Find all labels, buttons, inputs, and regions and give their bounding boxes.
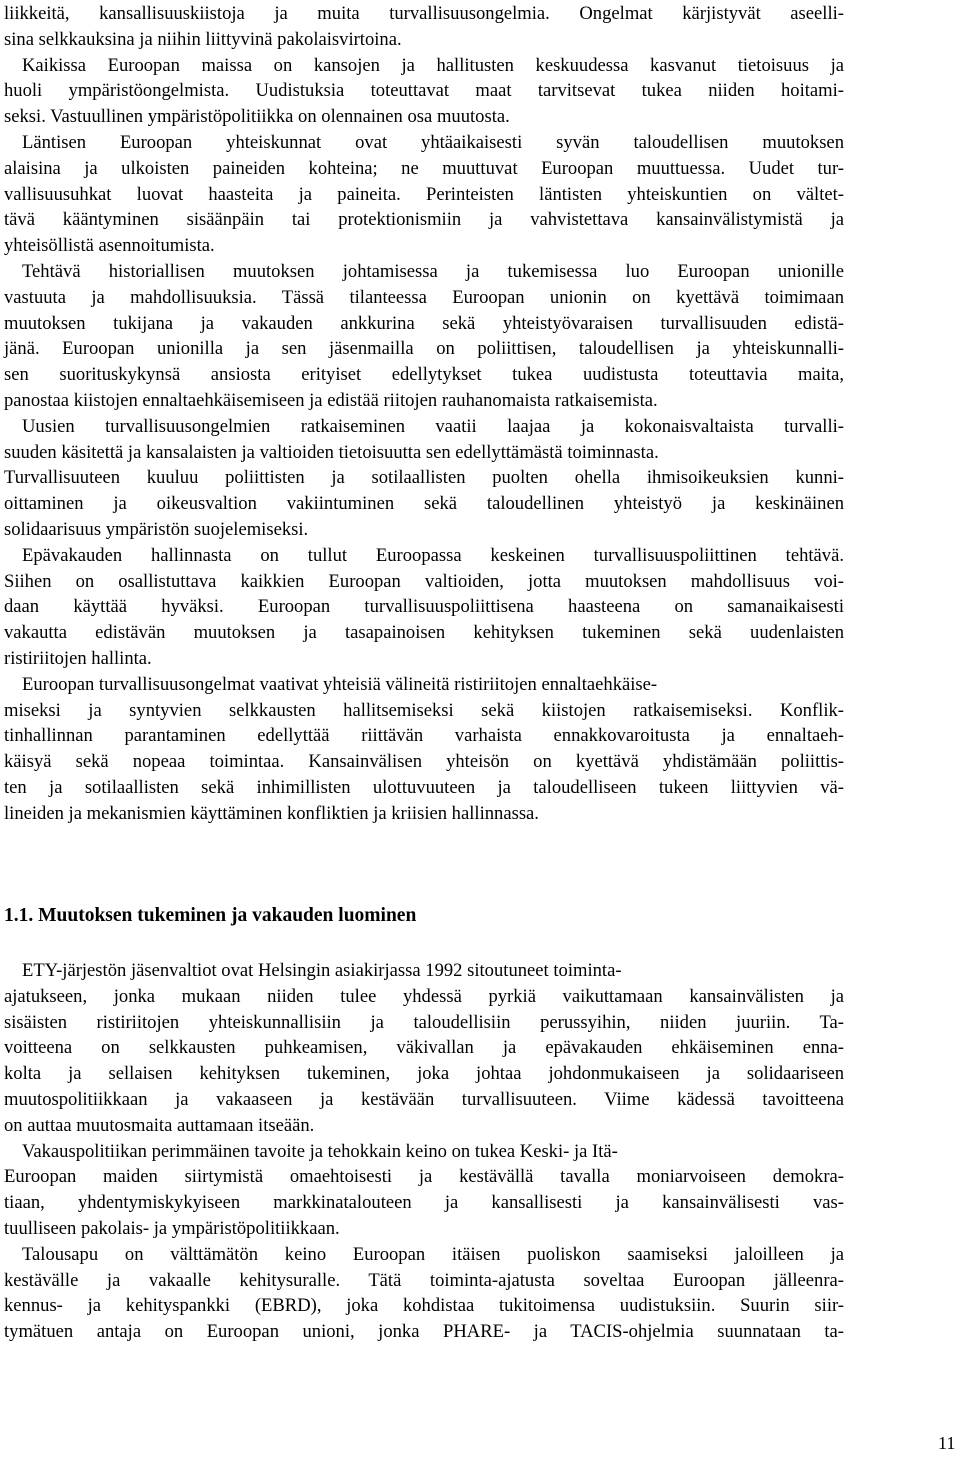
text-line: oittaminen ja oikeusvaltion vakiintuminen sekä taloudellinen yhteistyö ja keskinäinen <box>4 493 844 515</box>
text-line: solidaarisuus ympäristön suojelemiseksi. <box>4 518 309 540</box>
text-line: Epävakauden hallinnasta on tullut Euroopassa keskeinen turvallisuuspoliittinen tehtävä. <box>22 544 844 566</box>
text-line: kestävälle ja vakaalle kehitysuralle. Tätä toiminta-ajatusta soveltaa Euroopan jälleenra- <box>4 1269 844 1291</box>
text-line: lineiden ja mekanismien käyttäminen konfliktien ja kriisien hallinnassa. <box>4 802 539 824</box>
text-line: tiaan, yhdentymiskykyiseen markkinatalouteen ja kansallisesti ja kansainvälisesti vas- <box>4 1192 844 1214</box>
text-line: tävä kääntyminen sisäänpäin tai protektionismiin ja vahvistettava kansainvälistymistä ja <box>4 209 844 231</box>
text-line: vakautta edistävän muutoksen ja tasapainoisen kehityksen tukeminen sekä uudenlaisten <box>4 622 844 644</box>
text-line: sina selkkauksina ja niihin liittyvinä pakolaisvirtoina. <box>4 28 402 50</box>
text-line: kennus- ja kehityspankki (EBRD), joka kohdistaa tukitoimensa uudistuksiin. Suurin siir- <box>4 1295 844 1317</box>
text-line: vastuuta ja mahdollisuuksia. Tässä tilanteessa Euroopan unionin on kyettävä toimimaan <box>4 286 844 308</box>
text-line: voitteena on selkkausten puhkeamisen, väkivallan ja epävakauden ehkäiseminen enna- <box>4 1037 844 1059</box>
text-line: huoli ympäristöongelmista. Uudistuksia toteuttavat maat tarvitsevat tukea niiden hoitami- <box>4 80 844 102</box>
text-line: ristiriitojen hallinta. <box>4 647 152 669</box>
text-line: Vakauspolitiikan perimmäinen tavoite ja tehokkain keino on tukea Keski- ja Itä- <box>22 1140 618 1162</box>
text-line: muutoksen tukijana ja vakauden ankkurina sekä yhteistyövaraisen turvallisuuden edistä- <box>4 312 844 334</box>
text-line: kolta ja sellaisen kehityksen tukeminen, joka johtaa johdonmukaiseen ja solidaariseen <box>4 1063 844 1085</box>
text-line: ajatukseen, jonka mukaan niiden tulee yhdessä pyrkiä vaikuttamaan kansainvälisten ja <box>4 985 844 1007</box>
text-line: Talousapu on välttämätön keino Euroopan itäisen puoliskon saamiseksi jaloilleen ja <box>22 1243 844 1265</box>
text-line: tinhallinnan parantaminen edellyttää riittävän varhaista ennakkovaroitusta ja ennaltaeh- <box>4 725 844 747</box>
text-line: vallisuusuhkat luovat haasteita ja paineita. Perinteisten läntisten yhteiskuntien on vältet- <box>4 183 844 205</box>
text-line: Läntisen Euroopan yhteiskunnat ovat yhtäaikaisesti syvän taloudellisen muutoksen <box>22 131 844 153</box>
text-line: sen suorituskykynsä ansiosta erityiset edellytykset tukea uudistusta toteuttavia maita, <box>4 364 844 386</box>
page-number: 11 <box>938 1433 956 1453</box>
text-line: alaisina ja ulkoisten paineiden kohteina; ne muuttuvat Euroopan muuttuessa. Uudet tur- <box>4 157 844 179</box>
text-line: seksi. Vastuullinen ympäristöpolitiikka on olennainen osa muutosta. <box>4 106 510 128</box>
text-line: tuulliseen pakolais- ja ympäristöpolitiikkaan. <box>4 1217 340 1239</box>
text-line: Siihen on osallistuttava kaikkien Euroopan valtioiden, jotta muutoksen mahdollisuus voi- <box>4 570 844 592</box>
text-line: liikkeitä, kansallisuuskiistoja ja muita turvallisuusongelmia. Ongelmat kärjistyvät aseelli- <box>4 3 844 24</box>
text-line: tymätuen antaja on Euroopan unioni, jonka PHARE- ja TACIS-ohjelmia suunnataan ta- <box>4 1321 844 1343</box>
text-line: yhteisöllistä asennoitumista. <box>4 235 215 257</box>
text-line: suuden käsitettä ja kansalaisten ja valtioiden tietoisuutta sen edellyttämästä toiminnasta. <box>4 441 659 463</box>
text-line: on auttaa muutosmaita auttamaan itseään. <box>4 1114 315 1136</box>
text-line: ten ja sotilaallisten sekä inhimillisten ulottuvuuteen ja taloudelliseen tukeen liittyvien vä- <box>4 776 844 798</box>
text-line: Euroopan turvallisuusongelmat vaativat yhteisiä välineitä ristiriitojen ennaltaehkäise- <box>22 673 658 695</box>
bottom-text-block <box>4 958 844 1345</box>
text-line: Tehtävä historiallisen muutoksen johtamisessa ja tukemisessa luo Euroopan unionille <box>22 260 844 282</box>
text-line: jänä. Euroopan unionilla ja sen jäsenmailla on poliittisen, taloudellisen ja yhteiskunnalli- <box>4 338 844 360</box>
top-text-block <box>4 1 844 827</box>
text-line: ETY-järjestön jäsenvaltiot ovat Helsingin asiakirjassa 1992 sitoutuneet toiminta- <box>22 960 622 981</box>
section-heading: 1.1. Muutoksen tukeminen ja vakauden luominen <box>4 905 417 926</box>
text-line: Uusien turvallisuusongelmien ratkaiseminen vaatii laajaa ja kokonaisvaltaista turvalli- <box>22 415 844 437</box>
text-line: muutospolitiikkaan ja vakaaseen ja kestävään turvallisuuteen. Viime kädessä tavoitteena <box>4 1088 844 1110</box>
text-line: miseksi ja syntyvien selkkausten hallitsemiseksi sekä kiistojen ratkaisemiseksi. Konflik- <box>4 699 844 721</box>
text-line: käisyä sekä nopeaa toimintaa. Kansainvälisen yhteisön on kyettävä yhdistämään poliittis- <box>4 751 844 773</box>
text-line: Euroopan maiden siirtymistä omaehtoisesti ja kestävällä tavalla moniarvoiseen demokra- <box>4 1166 844 1188</box>
text-line: panostaa kiistojen ennaltaehkäisemiseen ja edistää riitojen rauhanomaista ratkaisemista. <box>4 389 658 411</box>
text-line: Turvallisuuteen kuuluu poliittisten ja sotilaallisten puolten ohella ihmisoikeuksien kunni- <box>4 467 844 489</box>
text-line: daan käyttää hyväksi. Euroopan turvallisuuspoliittisena haasteena on samanaikaisesti <box>4 596 844 618</box>
text-line: sisäisten ristiriitojen yhteiskunnallisiin ja taloudellisiin perussyihin, niiden juuriin. Ta- <box>4 1011 844 1033</box>
text-line: Kaikissa Euroopan maissa on kansojen ja hallitusten keskuudessa kasvanut tietoisuus ja <box>22 54 844 76</box>
